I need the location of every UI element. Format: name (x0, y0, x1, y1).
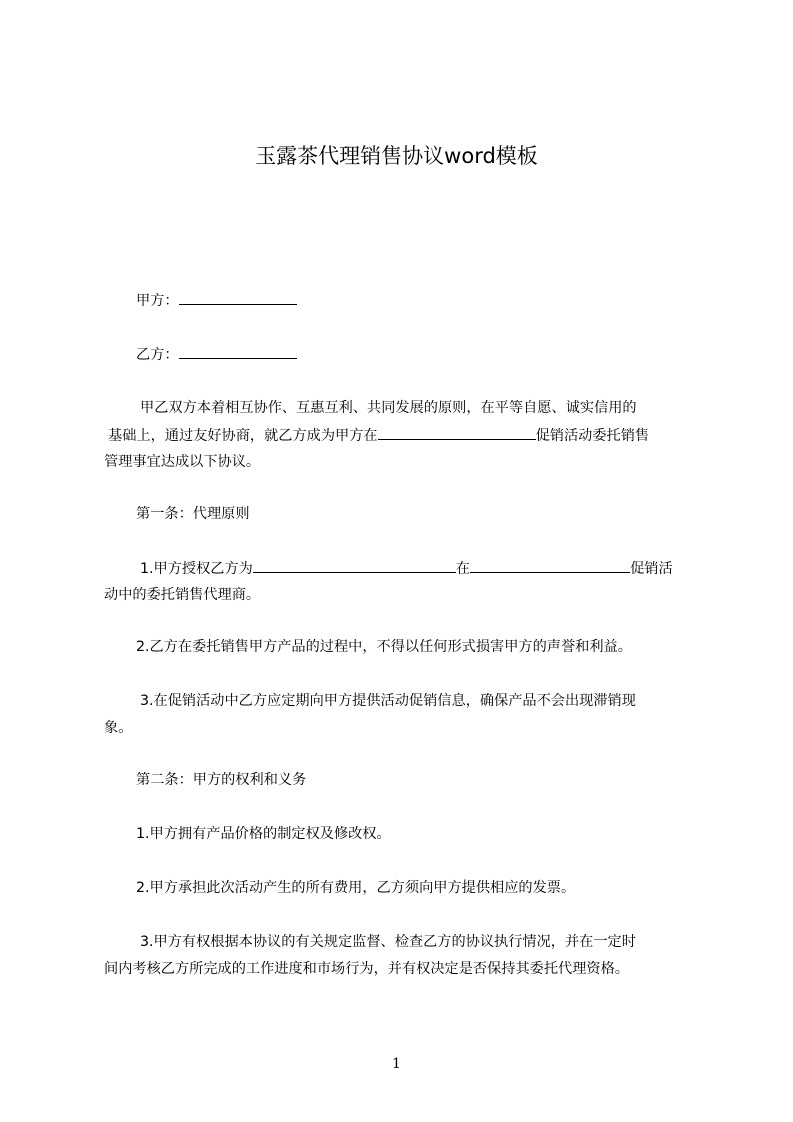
intro-line-2-text: 基础上，通过友好协商，就乙方成为甲方在 (108, 428, 378, 444)
intro-line-2-tail: 促销活动委托销售 (535, 428, 650, 444)
document-title: 玉露茶代理销售协议word模板 (255, 144, 538, 168)
intro-line-3: 管理事宜达成以下协议。 (104, 454, 261, 470)
article2-heading: 第二条：甲方的权利和义务 (136, 772, 307, 788)
article1-item2: 2.乙方在委托销售甲方产品的过程中，不得以任何形式损害甲方的声誉和利益。 (136, 639, 632, 655)
article2-item3-line1: 3.甲方有权根据本协议的有关规定监督、检查乙方的协议执行情况，并在一定时 (140, 934, 636, 950)
activity-blank[interactable] (470, 555, 630, 573)
party-a-label: 甲方： (136, 293, 179, 309)
article1-item3-line2: 象。 (104, 720, 133, 736)
intro-line-2 (108, 422, 708, 450)
intro-line-1: 甲乙双方本着相互协作、互惠互利、共同发展的原则，在平等自愿、诚实信用的 (140, 400, 637, 416)
article1-heading: 第一条：代理原则 (136, 506, 250, 522)
party-a-line (136, 287, 736, 315)
article1-item1-text: 1.甲方授权乙方为 (140, 561, 253, 577)
article1-item1-line2: 动中的委托销售代理商。 (104, 587, 261, 603)
article1-item1-in: 在 (455, 561, 471, 577)
article1-item1-line1 (140, 555, 740, 583)
party-b-label: 乙方： (136, 347, 179, 363)
agent-blank[interactable] (253, 555, 456, 573)
article2-item2: 2.甲方承担此次活动产生的所有费用，乙方须向甲方提供相应的发票。 (136, 880, 576, 896)
party-b-blank[interactable] (179, 341, 297, 359)
article1-item1-tail: 促销活 (630, 561, 673, 577)
article1-item3-line1: 3.在促销活动中乙方应定期向甲方提供活动促销信息，确保产品不会出现滞销现 (140, 693, 636, 709)
page-number: 1 (392, 1056, 401, 1072)
promotion-blank[interactable] (378, 422, 536, 440)
article2-item3-line2: 间内考核乙方所完成的工作进度和市场行为，并有权决定是否保持其委托代理资格。 (104, 961, 629, 977)
article2-item1: 1.甲方拥有产品价格的制定权及修改权。 (136, 826, 391, 842)
party-b-line (136, 341, 736, 369)
party-a-blank[interactable] (179, 287, 297, 305)
